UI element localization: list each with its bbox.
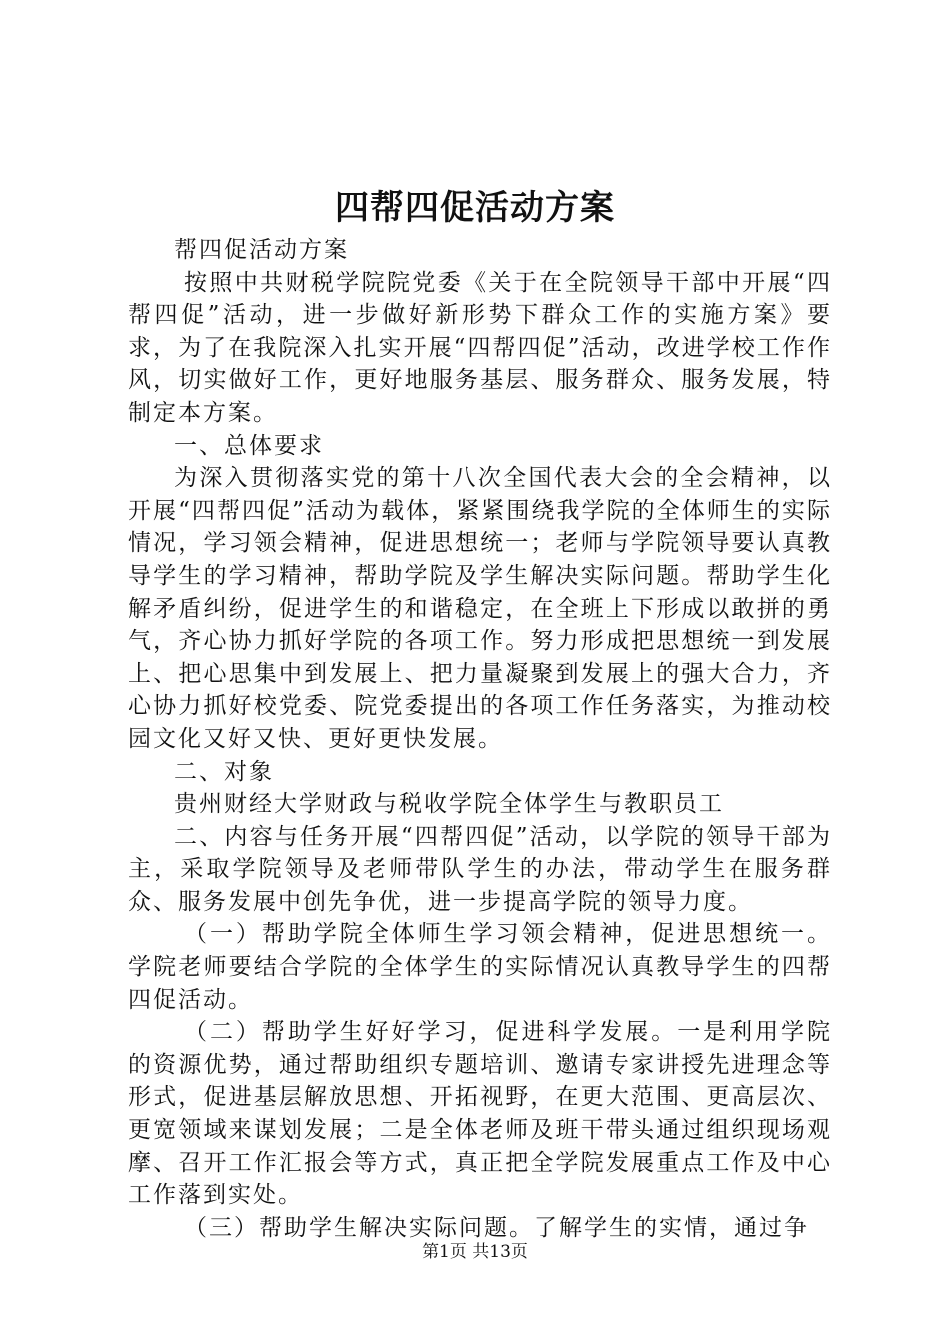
paragraph-intro: 按照中共财税学院院党委《关于在全院领导干部中开展“四帮四促”活动，进一步做好新形势下群众工作的实施方案》要求，为了在我院深入扎实开展“四帮四促”活动，改进学校工作作风，切实做好工作，更好地服务基层、服务群众、服务发展，特制定本方案。 bbox=[128, 269, 832, 426]
section-heading-general-requirements: 一、总体要求 bbox=[174, 432, 324, 459]
page-number-footer: 第1页 共13页 bbox=[422, 1242, 528, 1262]
paragraph-subtitle: 帮四促活动方案 bbox=[174, 237, 349, 263]
paragraph-general-requirements: 为深入贯彻落实党的第十八次全国代表大会的全会精神，以开展“四帮四促”活动为载体，紧紧围绕我学院的全体师生的实际情况，学习领会精神，促进思想统一；老师与学院领导要认真教导学生的学习精神，帮助学院及学生解决实际问题。帮助学生化解矛盾纠纷，促进学生的和谐稳定，在全班上下形成以敢拼的勇气，齐心协力抓好学院的各项工作。努力形成把思想统一到发展上、把心思集中到发展上、把力量凝聚到发展上的强大合力，齐心协力抓好校党委、院党委提出的各项工作任务落实，为推动校园文化又好又快、更好更快发展。 bbox=[128, 465, 832, 752]
document-body bbox=[128, 234, 832, 1244]
paragraph-item-1: （一）帮助学院全体师生学习领会精神，促进思想统一。学院老师要结合学院的全体学生的实际情况认真教导学生的四帮四促活动。 bbox=[128, 921, 832, 1013]
paragraph-item-2: （二）帮助学生好好学习，促进科学发展。一是利用学院的资源优势，通过帮助组织专题培训、邀请专家讲授先进理念等形式，促进基层解放思想、开拓视野，在更大范围、更高层次、更宽领域来谋划发展；二是全体老师及班干带头通过组织现场观摩、召开工作汇报会等方式，真正把全学院发展重点工作及中心工作落到实处。 bbox=[128, 1019, 832, 1209]
paragraph-item-3: （三）帮助学生解决实际问题。了解学生的实情，通过争 bbox=[184, 1214, 809, 1241]
document-title: 四帮四促活动方案 bbox=[335, 188, 615, 228]
paragraph-content-tasks: 二、内容与任务开展“四帮四促”活动，以学院的领导干部为主，采取学院领导及老师带队学生的办法，带动学生在服务群众、服务发展中创先争优，进一步提高学院的领导力度。 bbox=[128, 823, 832, 915]
section-heading-target: 二、对象 bbox=[174, 758, 274, 785]
paragraph-target: 贵州财经大学财政与税收学院全体学生与教职员工 bbox=[174, 791, 724, 818]
